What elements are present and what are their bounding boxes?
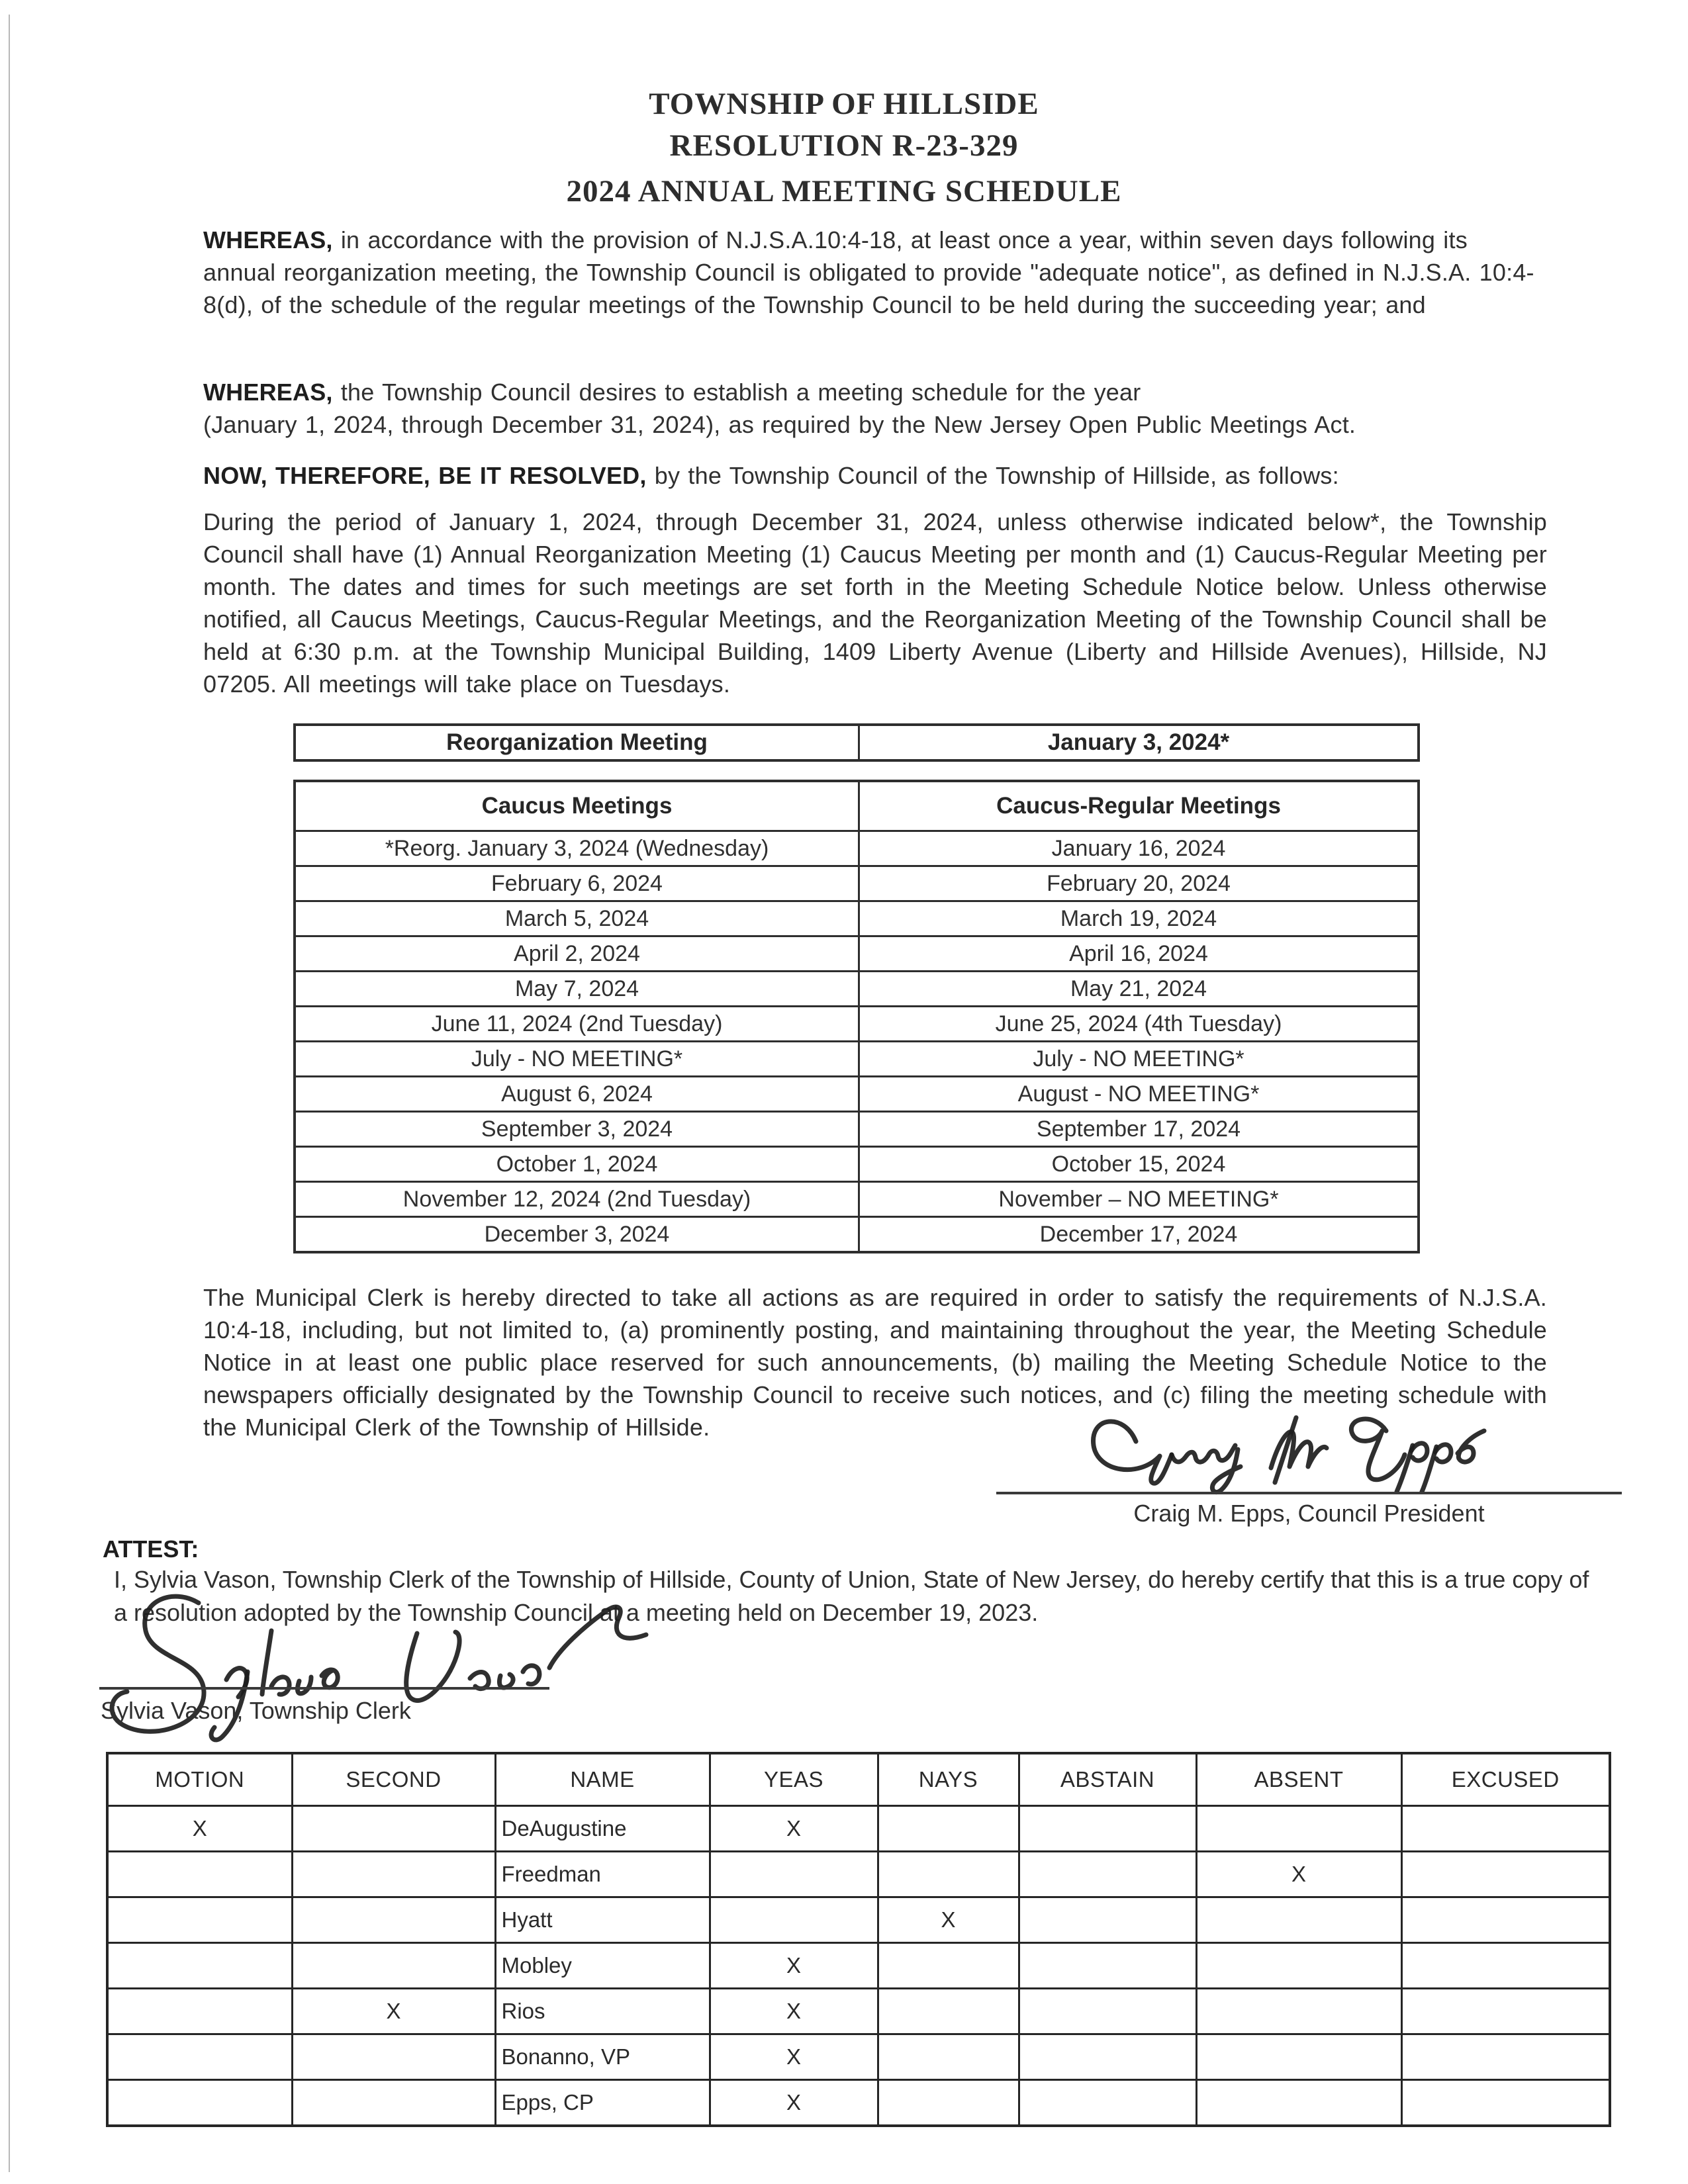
table-row (295, 866, 1419, 901)
absent-header: ABSENT (1196, 1753, 1401, 1806)
president-signature-line (996, 1492, 1622, 1494)
table-row (295, 901, 1419, 936)
table-row (295, 1007, 1419, 1042)
council-member-name: Mobley (495, 1943, 710, 1989)
abstain-mark (1019, 2080, 1196, 2126)
absent-mark (1196, 1943, 1401, 1989)
vote-row-rios (107, 1989, 1610, 2034)
table-row (295, 831, 1419, 866)
vote-row-deaugustine (107, 1806, 1610, 1852)
resolved-text: by the Township Council of the Township of Hillside, as follows: (646, 462, 1339, 489)
vote-row-mobley (107, 1943, 1610, 1989)
council-member-name: Bonanno, VP (495, 2034, 710, 2080)
whereas-text-2-line2: (January 1, 2024, through December 31, 2024), as required by the New Jersey Open Public Meetings Act. (203, 411, 1356, 438)
absent-mark (1196, 2080, 1401, 2126)
caucus-date: August 6, 2024 (295, 1077, 859, 1112)
second-header: SECOND (292, 1753, 495, 1806)
vote-row-bonanno (107, 2034, 1610, 2080)
caucus-regular-date: May 21, 2024 (859, 972, 1419, 1007)
certification-paragraph: I, Sylvia Vason, Township Clerk of the Township of Hillside, County of Union, State of New Jersey, do hereby certify that this is a true copy of a resolution adopted by the Township Council at a meeting held on December 19, 2023. (114, 1566, 1589, 1626)
table-row (295, 936, 1419, 972)
excused-mark (1401, 1852, 1610, 1897)
caucus-regular-date: June 25, 2024 (4th Tuesday) (859, 1007, 1419, 1042)
absent-mark: X (1196, 1852, 1401, 1897)
council-member-name: DeAugustine (495, 1806, 710, 1852)
absent-mark (1196, 1806, 1401, 1852)
second-mark (292, 1897, 495, 1943)
whereas-text-1: in accordance with the provision of N.J.S.A.10:4-18, at least once a year, within seven days following its annual reorganization meeting, the Township Council is obligated to provide "adequate notice", as defined in N.J.S.A. 10:4-8(d), of the schedule of the regular meetings of the Township Council to be held during the succeeding year; and (203, 226, 1534, 318)
meeting-schedule-table (293, 780, 1420, 1253)
excused-mark (1401, 2080, 1610, 2126)
second-mark (292, 2034, 495, 2080)
yeas-mark: X (710, 2034, 878, 2080)
table-row (295, 1217, 1419, 1253)
table-header-row (295, 781, 1419, 831)
motion-mark (107, 1989, 292, 2034)
caucus-date: June 11, 2024 (2nd Tuesday) (295, 1007, 859, 1042)
table-row (295, 972, 1419, 1007)
council-vote-table (106, 1752, 1611, 2127)
caucus-date: September 3, 2024 (295, 1112, 859, 1147)
nays-mark (878, 1806, 1019, 1852)
reorg-meeting-date: January 3, 2024* (859, 725, 1419, 760)
caucus-date: March 5, 2024 (295, 901, 859, 936)
excused-mark (1401, 1897, 1610, 1943)
abstain-mark (1019, 2034, 1196, 2080)
meeting-period-paragraph: During the period of January 1, 2024, through December 31, 2024, unless otherwise indicated below*, the Township Council shall have (1) Annual Reorganization Meeting (1) Caucus Meeting per month and (1) Caucus-Regular Meeting per month. The dates and times for such meetings are set forth in the Meeting Schedule Notice below. Unless otherwise notified, all Caucus Meetings, Caucus-Regular Meetings, and the Reorganization Meeting of the Township Council shall be held at 6:30 p.m. at the Township Municipal Building, 1409 Liberty Avenue (Liberty and Hillside Avenues), Hillside, NJ 07205. All meetings will take place on Tuesdays. (203, 508, 1547, 698)
abstain-mark (1019, 1852, 1196, 1897)
reorg-meeting-label: Reorganization Meeting (295, 725, 859, 760)
clerk-directive-paragraph: The Municipal Clerk is hereby directed to take all actions as are required in order to satisfy the requirements of N.J.S.A. 10:4-18, including, but not limited to, (a) prominently posting, and maintaining throughout the year, the Meeting Schedule Notice in at least one public place reserved for such announcements, (b) mailing the Meeting Schedule Notice to the newspapers officially designated by the Township Council to receive such notices, and (c) filing the meeting schedule with the Municipal Clerk of the Township of Hillside. (203, 1284, 1547, 1441)
second-mark (292, 2080, 495, 2126)
scan-edge-artifact (9, 15, 10, 2172)
caucus-regular-date: December 17, 2024 (859, 1217, 1419, 1253)
nays-mark (878, 1943, 1019, 1989)
caucus-meetings-header: Caucus Meetings (295, 781, 859, 831)
second-mark: X (292, 1989, 495, 2034)
resolved-lead: NOW, THEREFORE, BE IT RESOLVED, (203, 462, 647, 489)
name-header: NAME (495, 1753, 710, 1806)
yeas-header: YEAS (710, 1753, 878, 1806)
abstain-mark (1019, 1897, 1196, 1943)
motion-mark (107, 2034, 292, 2080)
caucus-regular-date: August - NO MEETING* (859, 1077, 1419, 1112)
excused-header: EXCUSED (1401, 1753, 1610, 1806)
council-member-name: Freedman (495, 1852, 710, 1897)
yeas-mark (710, 1852, 878, 1897)
excused-mark (1401, 1943, 1610, 1989)
nays-mark: X (878, 1897, 1019, 1943)
document-title-block (0, 83, 1688, 167)
abstain-mark (1019, 1943, 1196, 1989)
clerk-name: Sylvia Vason, Township Clerk (101, 1697, 411, 1724)
caucus-date: *Reorg. January 3, 2024 (Wednesday) (295, 831, 859, 866)
nays-mark (878, 1852, 1019, 1897)
abstain-header: ABSTAIN (1019, 1753, 1196, 1806)
council-member-name: Hyatt (495, 1897, 710, 1943)
caucus-regular-date: March 19, 2024 (859, 901, 1419, 936)
absent-mark (1196, 1989, 1401, 2034)
council-member-name: Epps, CP (495, 2080, 710, 2126)
nays-mark (878, 1989, 1019, 2034)
absent-mark (1196, 2034, 1401, 2080)
table-row (295, 1042, 1419, 1077)
table-row (295, 725, 1419, 760)
caucus-date: July - NO MEETING* (295, 1042, 859, 1077)
caucus-date: April 2, 2024 (295, 936, 859, 972)
absent-mark (1196, 1897, 1401, 1943)
table-row (295, 1182, 1419, 1217)
second-mark (292, 1806, 495, 1852)
whereas-paragraph-2 (203, 376, 1547, 441)
yeas-mark (710, 1897, 878, 1943)
caucus-regular-date: January 16, 2024 (859, 831, 1419, 866)
attest-label: ATTEST: (103, 1535, 199, 1563)
caucus-date: November 12, 2024 (2nd Tuesday) (295, 1182, 859, 1217)
excused-mark (1401, 1989, 1610, 2034)
motion-mark (107, 1897, 292, 1943)
vote-header-row (107, 1753, 1610, 1806)
excused-mark (1401, 1806, 1610, 1852)
whereas-lead-2: WHEREAS, (203, 379, 333, 406)
abstain-mark (1019, 1989, 1196, 2034)
second-mark (292, 1943, 495, 1989)
whereas-lead-1: WHEREAS, (203, 226, 333, 253)
vote-row-epps (107, 2080, 1610, 2126)
excused-mark (1401, 2034, 1610, 2080)
caucus-regular-meetings-header: Caucus-Regular Meetings (859, 781, 1419, 831)
caucus-regular-date: November – NO MEETING* (859, 1182, 1419, 1217)
vote-row-freedman (107, 1852, 1610, 1897)
yeas-mark: X (710, 2080, 878, 2126)
caucus-regular-date: April 16, 2024 (859, 936, 1419, 972)
motion-mark (107, 2080, 292, 2126)
vote-row-hyatt (107, 1897, 1610, 1943)
abstain-mark (1019, 1806, 1196, 1852)
caucus-date: October 1, 2024 (295, 1147, 859, 1182)
table-row (295, 1112, 1419, 1147)
caucus-regular-date: July - NO MEETING* (859, 1042, 1419, 1077)
motion-mark (107, 1852, 292, 1897)
caucus-regular-date: October 15, 2024 (859, 1147, 1419, 1182)
motion-header: MOTION (107, 1753, 292, 1806)
yeas-mark: X (710, 1943, 878, 1989)
nays-header: NAYS (878, 1753, 1019, 1806)
caucus-regular-date: September 17, 2024 (859, 1112, 1419, 1147)
nays-mark (878, 2080, 1019, 2126)
table-row (295, 1077, 1419, 1112)
resolution-number: RESOLUTION R-23-329 (669, 128, 1019, 163)
whereas-paragraph-1 (203, 224, 1547, 321)
president-name: Craig M. Epps, Council President (1133, 1500, 1485, 1527)
council-member-name: Rios (495, 1989, 710, 2034)
township-title: TOWNSHIP OF HILLSIDE (649, 87, 1039, 121)
reorganization-meeting-table (293, 723, 1420, 762)
motion-mark (107, 1943, 292, 1989)
caucus-date: December 3, 2024 (295, 1217, 859, 1253)
schedule-title: 2024 ANNUAL MEETING SCHEDULE (566, 174, 1122, 208)
caucus-date: May 7, 2024 (295, 972, 859, 1007)
whereas-text-2-line1: the Township Council desires to establish a meeting schedule for the year (332, 379, 1141, 406)
caucus-regular-date: February 20, 2024 (859, 866, 1419, 901)
second-mark (292, 1852, 495, 1897)
clerk-signature-line (99, 1687, 549, 1690)
resolved-paragraph (203, 459, 1547, 492)
caucus-date: February 6, 2024 (295, 866, 859, 901)
yeas-mark: X (710, 1989, 878, 2034)
table-row (295, 1147, 1419, 1182)
sylvia-vason-signature (73, 1575, 735, 1774)
nays-mark (878, 2034, 1019, 2080)
motion-mark: X (107, 1806, 292, 1852)
yeas-mark: X (710, 1806, 878, 1852)
